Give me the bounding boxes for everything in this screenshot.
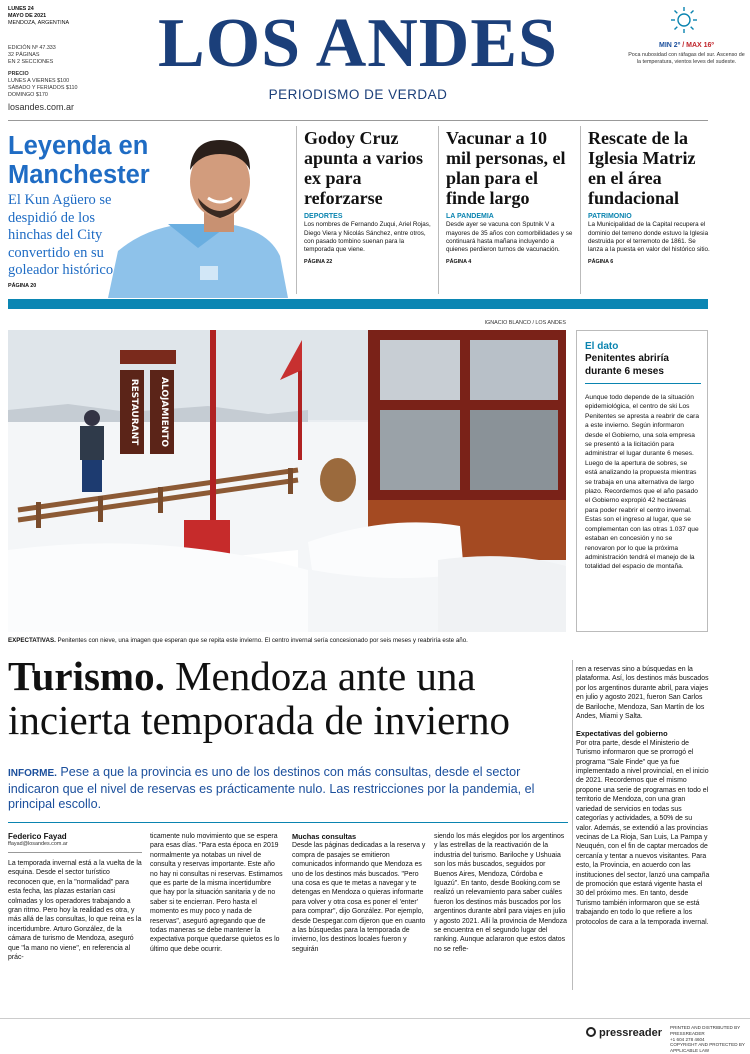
sun-icon [670, 6, 698, 34]
aguero-page: PÁGINA 20 [8, 283, 37, 289]
price-block: PRECIO LUNES A VIERNES $100 SÁBADO Y FERIADOS $110 DOMINGO $170 [8, 71, 78, 98]
newspaper-title: LOS ANDES [158, 5, 558, 82]
photo-credit: IGNACIO BLANCO / LOS ANDES [484, 320, 566, 326]
pressreader-icon [586, 1027, 596, 1037]
godoy-section: DEPORTES [304, 213, 343, 220]
date-month: MAYO DE 2021 [8, 13, 47, 19]
vacuna-section: LA PANDEMIA [446, 213, 494, 220]
pressreader-logo[interactable]: pressreader [586, 1027, 662, 1039]
sign-restaurant: RESTAURANT [129, 378, 139, 446]
main-headline: Turismo. Mendoza ante una incierta temporada de invierno [8, 653, 511, 743]
iglesia-story[interactable] [588, 128, 710, 266]
article-col-3: Muchas consultas Desde las páginas dedicadas a la reserva y compra de pasajes se emitieron comunicados informando que Mendoza es uno de los destinos más buscados. "Pero una cosa es que te metas a navegar y te detengas en Mendoza o quieras informarte para volver y otra cosa es poner el 'enter' para comprar", dijo González. Por ejemplo, desde Despegar.com dijeron que en cuanto a las búsquedas para la temporada de invierno, los destinos locales fueron y seguirán [292, 832, 426, 953]
website-link[interactable]: losandes.com.ar [8, 102, 75, 112]
godoy-story[interactable] [304, 128, 434, 266]
sidebar-body: Aunque todo depende de la situación epidemiológica, el centro de ski Los Penitentes se apresta a reabrir de cara a este invierno. Según informaron desde el Gobierno, una sola empresa se presentó a la licitación para administrar el lugar durante 6 meses. Luego de la apertura de sobres, se está analizando la propuesta mientras se trabaja en una alternativa de largo plazo. Recordemos que el año pasado el Gobierno expropió 42 hectáreas para poder reabrir el centro invernal. Estas son el ingreso al lugar, que se complementan con las otras 1.037 que estaban en concesión y no se renovaron por lo que la próxima administración tendrá el manejo de la totalidad del espacio de montaña. [585, 394, 699, 571]
vacuna-body: Desde ayer se vacuna con Sputnik V a mayores de 35 años con comorbilidades y se continuará hasta mañana incluyendo a quienes perdieron turnos de vacunación. [446, 221, 573, 253]
vacuna-story[interactable] [446, 128, 574, 266]
aguero-headline: Leyenda en Manchester [8, 132, 150, 189]
iglesia-headline: Rescate de la Iglesia Matriz en el área fundacional [588, 128, 696, 208]
edition-block: EDICIÓN Nº 47.333 32 PÁGINAS EN 2 SECCIONES [8, 45, 56, 65]
sign-alojamiento: ALOJAMIENTO [159, 376, 169, 448]
temperature-range: MIN 2º / MAX 16º [659, 42, 714, 49]
main-lead: INFORME. Pese a que la provincia es uno de los destinos con más consultas, desde el sector indicaron que el nivel de reservas es prácticamente nulo. Las restricciones por la pandemia, el principal escollo. [8, 765, 535, 811]
godoy-page: PÁGINA 22 [304, 259, 333, 266]
footer-legal: PRINTED AND DISTRIBUTED BY PRESSREADER +1 604 278 4604 COPYRIGHT AND PROTECTED BY APPLICABLE LAW [670, 1025, 745, 1054]
sidebar-title: Penitentes abriría durante 6 meses [585, 353, 669, 377]
weather-desc: Poca nubosidad con ráfagas del sur. Ascenso de la temperatura, vientos leves del sudeste. [628, 52, 745, 65]
godoy-body: Los nombres de Fernando Zuqui, Ariel Rojas, Diego Viera y Nicolás Sánchez, entre otros, con pasado tombino suenan para la temporada que viene. [304, 221, 431, 253]
photo-caption: EXPECTATIVAS. Penitentes con nieve, una imagen que esperan que se repita este invierno. El centro invernal sería concesionado por seis meses y reabriría este año. [8, 637, 468, 644]
aguero-photo [108, 126, 288, 298]
date-day: LUNES 24 [8, 6, 34, 12]
section-divider [8, 299, 708, 309]
article-col-5: ren a reservas sino a búsquedas en la plataforma. Así, los destinos más buscados por los argentinos durante abril, para viajes en julio y agosto 2021, fueron San Carlos de Bariloche, Mendoza, San Martín de los Andes, Miami y Salta. Expectativas del gobierno Por otra parte, desde el Ministerio de Turismo informaron que se prorrogó el programa "Sale Finde" que ya fue implementado a nivel provincial, en el inicio de 2021. Recordemos que el mismo propone una serie de programas en todo el territorio de Mendoza, con una gran variedad de servicios en todas sus categorías y actividades, a 50% de su valor. Además, se extendió a las provincias vecinas de La Rioja, San Luis, La Pampa y Neuquén, con el fin de captar mercados de cercanía y tentar a nuevos visitantes. Para esto, la Provincia, en acuerdo con las instituciones del sector, lanzó una campaña de promoción que estará vigente hasta el 30 del próximo mes. En tanto, desde Turismo también informaron que se está trabajando en todo lo que refiere a los protocolos de cara a la temporada invernal. [576, 666, 710, 926]
iglesia-body: La Municipalidad de la Capital recupera el dominio del terreno donde estuvo la Iglesia destruida por el terremoto de 1861. Se lanza a la puesta en valor del histórico sitio. [588, 221, 710, 253]
tagline: PERIODISMO DE VERDAD [268, 87, 448, 102]
article-col-4: siendo los más elegidos por los argentinos y las estrellas de la reactivación de la industria del turismo. Bariloche y Ushuaia son los más buscados, seguidos por Buenos Aires, Mendoza, Córdoba e Iguazú". En tanto, desde Booking.com se realizó un relevamiento para saber cuáles fueron los destinos más buscados por los argentinos durante abril para viajes en julio y agosto 2021. Allí la provincia de Mendoza se encuentra en el segundo lugar del ranking. Aunque aclararon que estos datos no se refle- [434, 833, 567, 953]
sidebar-label: El dato [585, 341, 619, 352]
article-col-2: ticamente nulo movimiento que se espera para esas días. "Para esta época en 2019 normalmente ya notabas un nivel de consulta y reservas importante. Este año no hay ni consultas ni reservas. Estimamos que es parte de la misma incertidumbre que hay por la situación sanitaria y de no saber si te encierran. Pero hasta el momento es muy poco y nada de reservas", aseguró agregando que de todas maneras se debe mantener la expectativa porque quedarse quietos es lo último que debe ocurrir. [150, 833, 283, 953]
aguero-story[interactable] [8, 126, 298, 298]
vacuna-page: PÁGINA 4 [446, 259, 472, 266]
iglesia-page: PÁGINA 6 [588, 259, 614, 266]
aguero-summary: El Kun Agüero se despidió de los hinchas del City convertido en su goleador histórico [8, 192, 114, 278]
date-block [8, 6, 78, 27]
date-place: MENDOZA, ARGENTINA [8, 20, 70, 26]
footer-bar [0, 1018, 750, 1054]
vacuna-headline: Vacunar a 10 mil personas, el plan para el finde largo [446, 128, 566, 208]
godoy-headline: Godoy Cruz apunta a varios ex para reforzarse [304, 128, 424, 208]
el-dato-sidebar [576, 330, 708, 632]
author-email: ffayad@losandes.com.ar [8, 841, 68, 847]
article-col-1: Federico Fayad ffayad@losandes.com.ar La temporada invernal está a la vuelta de la esquina. Desde el sector turístico reconocen que, en la "normalidad" para esta fecha, las plazas estarían casi colmadas y los operadores trabajando a gran ritmo. Pero hoy la realidad es otra, y más allá de las consultas, lo que reina es la incertidumbre. Arturo González, de la cámara de turismo de Mendoza, aseguró que "la mano no viene", en referencia al prác- [8, 832, 142, 962]
iglesia-section: PATRIMONIO [588, 213, 632, 220]
ski-resort-photo [8, 330, 566, 632]
author-name: Federico Fayad [8, 832, 67, 841]
